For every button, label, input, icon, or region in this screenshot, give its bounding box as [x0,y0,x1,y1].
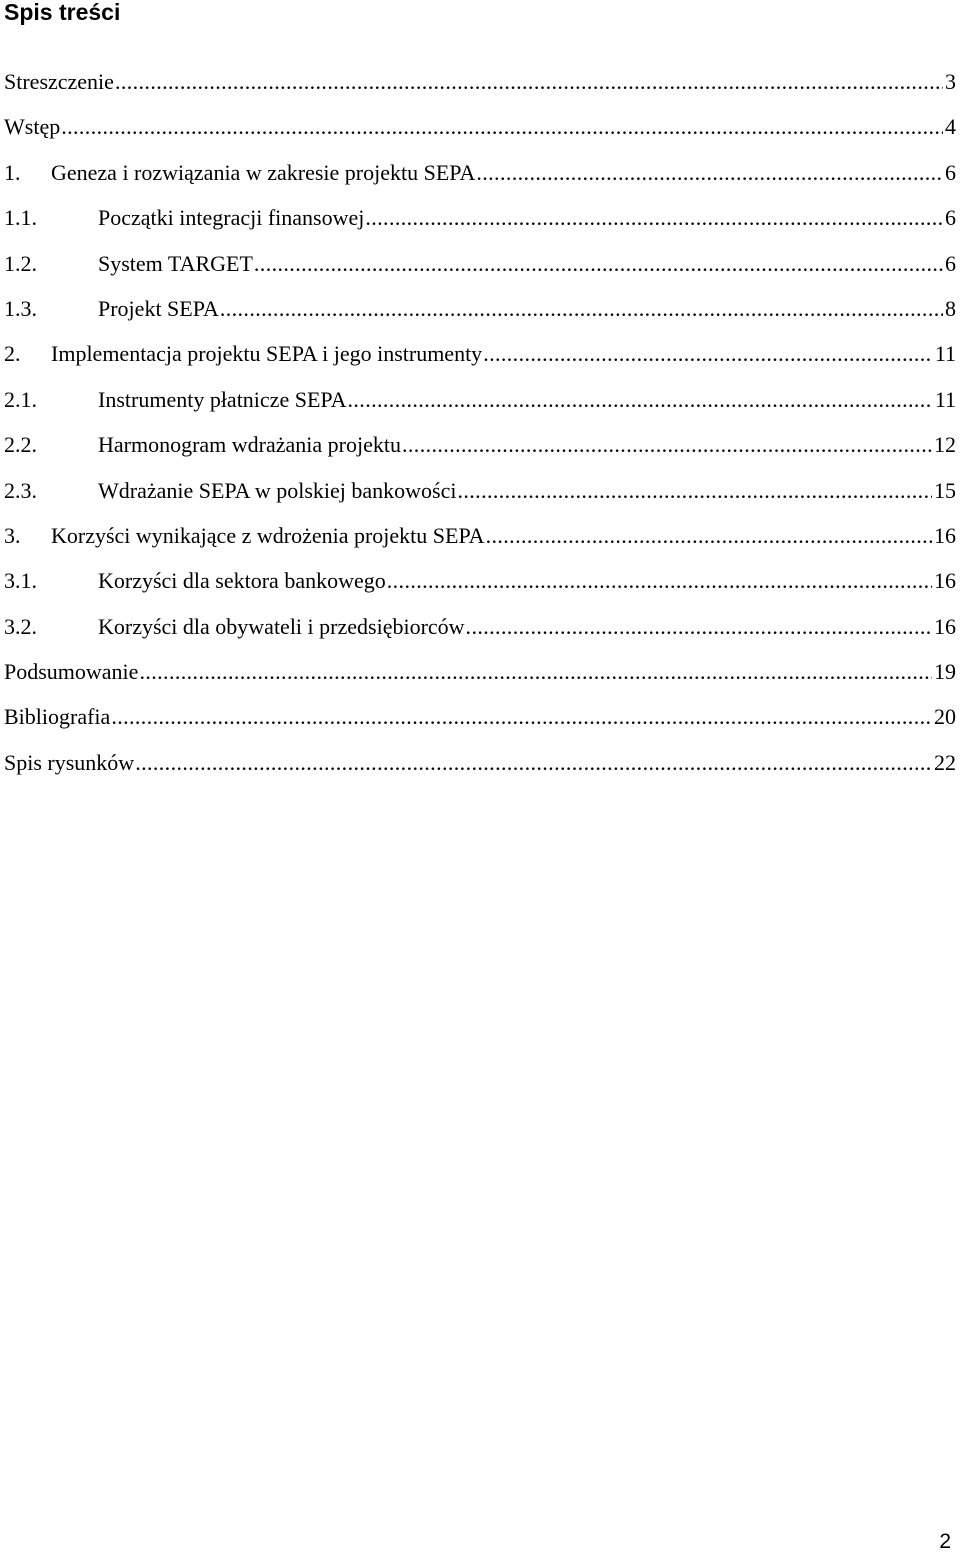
toc-dot-leader [220,291,943,327]
toc-title: Spis treści [4,0,121,25]
toc-entry-text: Wdrażanie SEPA w polskiej bankowości [98,477,457,503]
toc-section-number: 3.1. [4,568,37,594]
toc-dot-leader [61,109,943,145]
toc-entry[interactable] [4,109,956,154]
toc-dot-leader [486,518,932,554]
toc-dot-leader [115,64,943,100]
toc-entry[interactable] [4,654,956,699]
toc-page-number: 8 [945,295,956,321]
toc-entry-text: Streszczenie [4,69,114,94]
toc-page-number: 11 [934,341,956,367]
toc-section-number: 1.2. [4,250,37,276]
toc-dot-leader [466,609,932,645]
toc-page-number: 16 [934,613,956,639]
toc-entry[interactable] [4,64,956,109]
toc-dot-leader [111,699,932,735]
toc-page-number: 11 [934,386,956,412]
toc-page-number: 6 [945,250,956,276]
toc-dot-leader [139,654,932,690]
toc-section-number: 1.1. [4,205,37,231]
toc-section-number: 3.2. [4,613,37,639]
toc-dot-leader [135,745,932,781]
toc-entry[interactable] [4,427,956,472]
toc-section-number: 2.3. [4,477,37,503]
toc-page-number: 6 [945,159,956,185]
toc-entry[interactable] [4,291,956,336]
toc-entry[interactable] [4,699,956,744]
toc-entry-text: Instrumenty płatnicze SEPA [98,386,347,412]
toc-dot-leader [254,246,943,282]
toc-section-number: 1. [4,159,21,185]
toc-entry[interactable] [4,200,956,245]
toc-entry-text: Spis rysunków [4,749,135,775]
toc-dot-leader [476,155,943,191]
toc-section-number: 2.2. [4,432,37,458]
toc-entry-text: Bibliografia [4,704,111,730]
toc-page-number: 22 [934,749,956,775]
toc-entry-text: Geneza i rozwiązania w zakresie projektu SEPA [51,159,476,185]
toc-entry[interactable] [4,336,956,381]
toc-entry-text: Początki integracji finansowej [98,205,365,231]
toc-entry-text: Podsumowanie [4,659,139,685]
toc-entry[interactable] [4,473,956,518]
toc-entry[interactable] [4,563,956,608]
toc-entry[interactable] [4,246,956,291]
toc-dot-leader [483,336,933,372]
toc-page-number: 4 [945,114,956,140]
toc-page-number: 3 [945,69,956,94]
toc-page-number: 19 [934,659,956,685]
toc-dot-leader [348,382,933,418]
toc-page-number: 15 [934,477,956,503]
page-number: 2 [939,1530,951,1553]
toc-section-number: 2. [4,341,21,367]
toc-entry-text: Wstęp [4,114,61,140]
toc-page-number: 20 [934,704,956,730]
toc-page-number: 16 [934,522,956,548]
toc-page-number: 16 [934,568,956,594]
toc-dot-leader [365,200,943,236]
toc-entry-text: Korzyści wynikające z wdrożenia projektu SEPA [51,522,485,548]
toc-section-number: 1.3. [4,295,37,321]
toc-entry[interactable] [4,155,956,200]
toc-page-number: 6 [945,205,956,231]
toc-dot-leader [387,563,932,599]
toc-entry[interactable] [4,745,956,790]
toc-entry[interactable] [4,518,956,563]
toc-entry-text: Korzyści dla sektora bankowego [98,568,386,594]
toc-entry[interactable] [4,609,956,654]
toc-entry-text: Harmonogram wdrażania projektu [98,432,401,458]
toc-entry-text: System TARGET [98,250,253,276]
toc-section-number: 3. [4,522,21,548]
toc-entry-text: Korzyści dla obywateli i przedsiębiorców [98,613,465,639]
toc-section-number: 2.1. [4,386,37,412]
toc-entry-text: Projekt SEPA [98,295,219,321]
toc-entry[interactable] [4,382,956,427]
table-of-contents [4,64,956,790]
toc-dot-leader [402,427,932,463]
toc-page-number: 12 [934,432,956,458]
toc-dot-leader [457,473,932,509]
toc-entry-text: Implementacja projektu SEPA i jego instrumenty [51,341,483,367]
